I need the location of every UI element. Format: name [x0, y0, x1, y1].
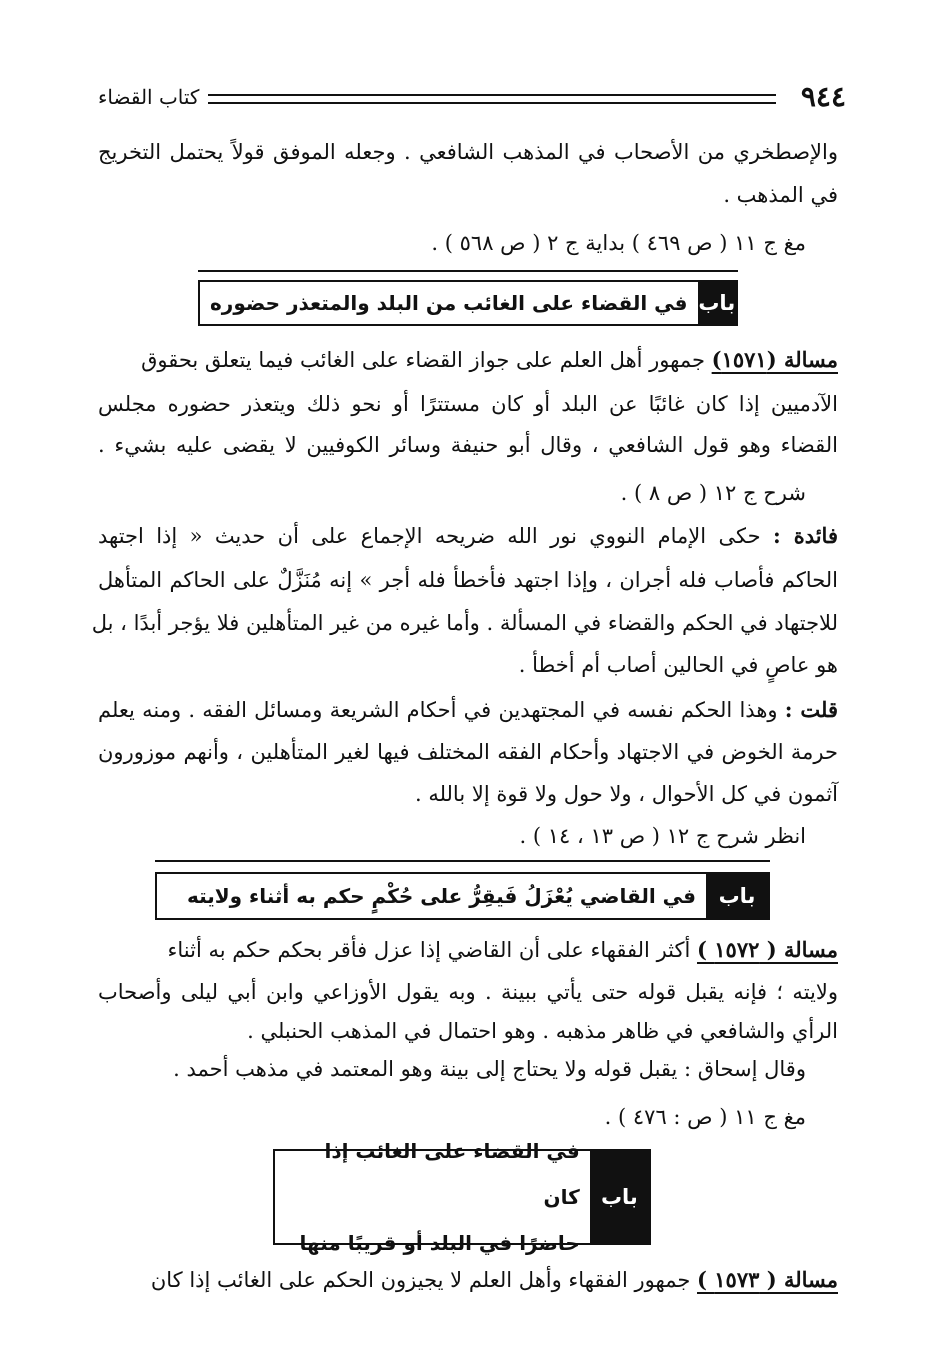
chapter-title: في القاضي يُعْزَلُ فَيقِرُّ على حُكْمٍ حكم به أثناء ولايته — [186, 884, 696, 908]
chapter-label: باب — [590, 1151, 649, 1243]
paragraph-line — [98, 695, 838, 725]
chapter-title — [275, 1139, 590, 1255]
text-span: جمهور أهل العلم على جواز القضاء على الغائب فيما يتعلق بحقوق — [141, 348, 705, 372]
reference-line: شرح ج ١٢ ( ص ٨ ) . — [620, 481, 806, 505]
paragraph-line: آثمون في كل الأحوال ، ولا حول ولا قوة إلا بالله . — [414, 782, 838, 806]
note-label: قلت : — [784, 697, 838, 722]
text-span: جمهور الفقهاء وأهل العلم لا يجيزون الحكم على الغائب إذا كان — [150, 1268, 691, 1292]
page-number: ٩٤٤ — [800, 80, 846, 113]
reference-line: مغ ج ١١ ( ص : ٤٧٦ ) . — [604, 1105, 806, 1129]
reference-line: مغ ج ١١ ( ص ٤٦٩ ) بداية ج ٢ ( ص ٥٦٨ ) . — [431, 231, 806, 255]
text-line: والإصطخري من الأصحاب في المذهب الشافعي . وجعله الموفق قولاً يحتمل التخريج — [98, 140, 838, 164]
paragraph-line: وقال إسحاق : يقبل قوله ولا يحتاج إلى بينة وهو المعتمد في مذهب أحمد . — [173, 1057, 806, 1081]
paragraph-line: ولايته ؛ فإنه يقبل قوله حتى يأتي ببينة . وبه يقول الأوزاعي وابن أبي ليلى وأصحاب — [98, 980, 838, 1004]
chapter-rule — [155, 860, 770, 862]
paragraph-line: الحاكم فأصاب فله أجران ، وإذا اجتهد فأخطأ فله أجر » إنه مُنَزَّلٌ على الحاكم المتأهل — [98, 568, 838, 592]
paragraph-line: الآدميين إذا كان غائبًا عن البلد أو كان مستترًا أو نحو ذلك ويتعذر حضوره مجلس — [98, 392, 838, 416]
paragraph-line: القضاء وهو قول الشافعي ، وقال أبو حنيفة وسائر الكوفيين لا يقضى عليه بشيء . — [98, 433, 838, 457]
issue-number: مسالة ( ١٥٧٢ ) — [697, 937, 838, 962]
paragraph-line — [98, 521, 838, 551]
paragraph-line: للاجتهاد في الحكم والقضاء في المسألة . وأما غيره من غير المتأهلين فلا يؤجر أبدًا ، بل — [91, 611, 838, 635]
chapter-title: في القضاء على الغائب من البلد والمتعذر حضوره — [210, 291, 688, 315]
chapter-heading — [198, 280, 738, 326]
paragraph-line: حرمة الخوض في الاجتهاد وأحكام الفقه المختلف فيها لغير المتأهلين ، وأنهم موزورون — [98, 740, 838, 764]
reference-line: انظر شرح ج ١٢ ( ص ١٣ ، ١٤ ) . — [519, 824, 806, 848]
text-span: حكى الإمام النووي نور الله ضريحه الإجماع على أن حديث « إذا اجتهد — [98, 524, 761, 548]
page-header — [98, 80, 846, 114]
text-span: أكثر الفقهاء على أن القاضي إذا عزل فأقر بحكم حكم به أثناء — [167, 938, 691, 962]
paragraph-line: هو عاصٍ في الحالين أصاب أم أخطأ . — [518, 653, 838, 677]
text-line: في المذهب . — [723, 183, 838, 207]
chapter-label: باب — [698, 282, 736, 324]
paragraph-line — [98, 345, 838, 375]
book-title: كتاب القضاء — [98, 85, 200, 109]
header-rule — [208, 94, 776, 104]
note-label: فائدة : — [772, 523, 838, 548]
chapter-title-line: حاضرًا في البلد أو قريبًا منها — [299, 1231, 580, 1255]
text-span: وهذا الحكم نفسه في المجتهدين في أحكام الشريعة ومسائل الفقه . ومنه يعلم — [98, 698, 778, 722]
chapter-heading — [273, 1139, 651, 1255]
issue-number: مسالة ( ١٥٧٣ ) — [697, 1267, 838, 1292]
paragraph-line: الرأي والشافعي في ظاهر مذهبه . وهو احتمال في المذهب الحنبلي . — [247, 1019, 838, 1043]
chapter-heading — [155, 872, 770, 920]
chapter-title-line: في القضاء على الغائب إذا كان — [324, 1139, 580, 1209]
paragraph-line — [98, 935, 838, 965]
issue-number: مسالة (١٥٧١) — [711, 347, 838, 372]
chapter-rule — [198, 270, 738, 272]
paragraph-line — [98, 1265, 838, 1295]
chapter-label: باب — [706, 874, 768, 918]
